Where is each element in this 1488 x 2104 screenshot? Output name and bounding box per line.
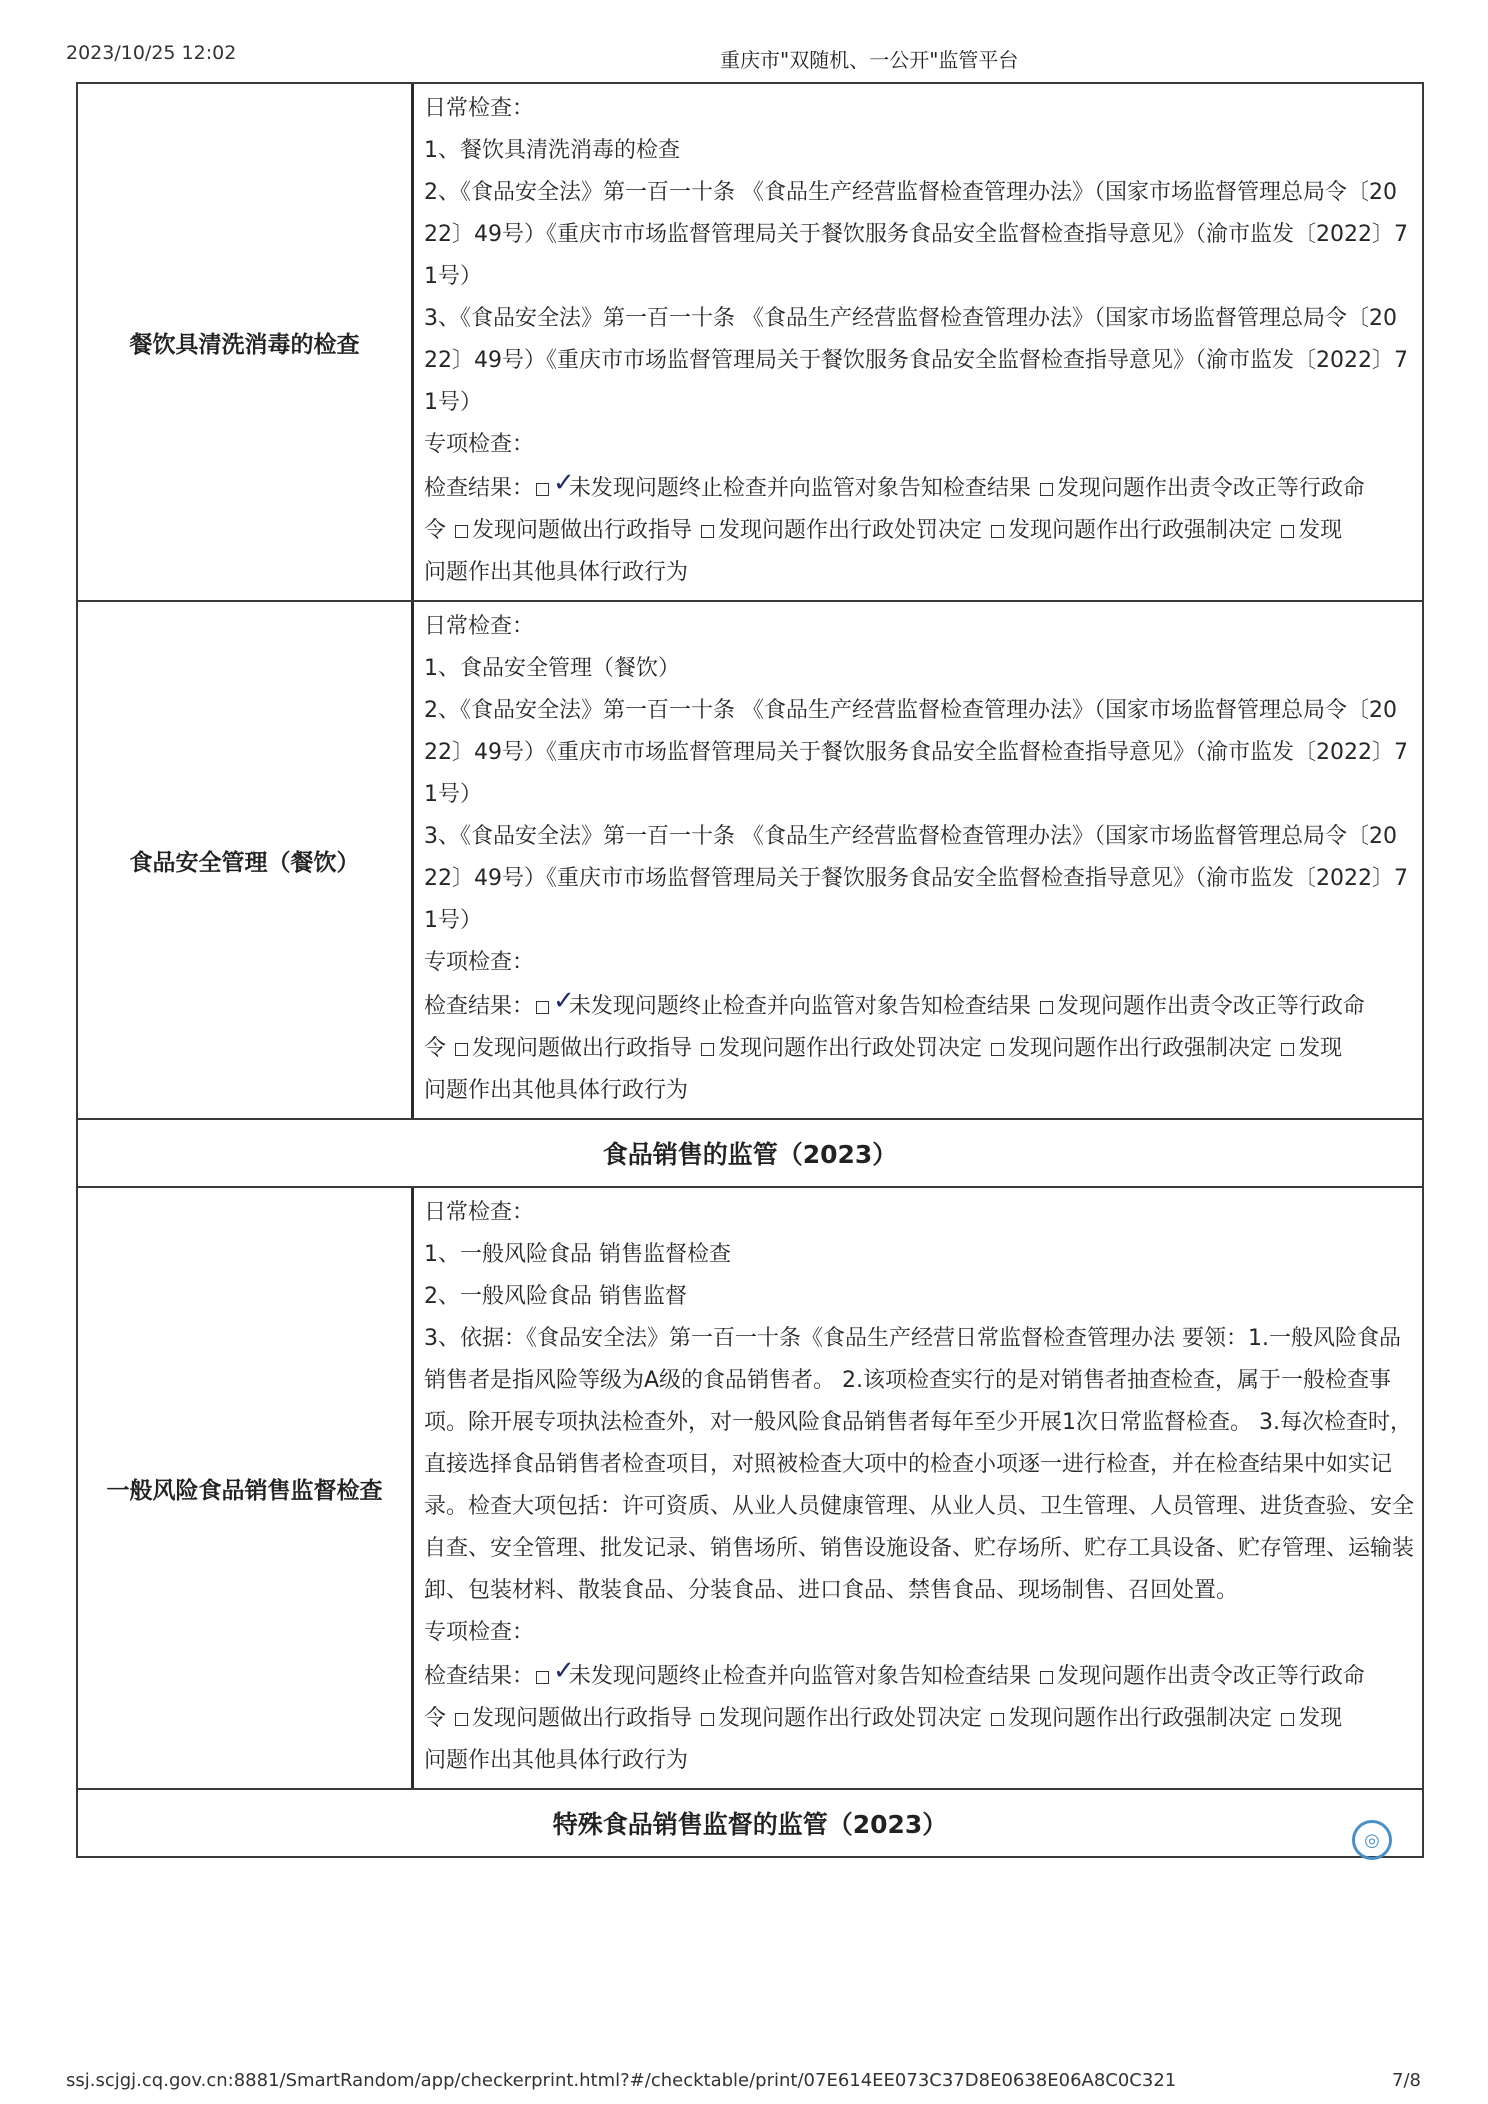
checkbox[interactable]: [1281, 1713, 1294, 1726]
content-line: 日常检查：: [424, 96, 535, 121]
result-option: 发现: [1298, 1036, 1343, 1061]
result-option: 发现问题作出行政处罚决定: [718, 1036, 983, 1061]
result-line: [424, 1654, 1416, 1698]
content-line: 22〕49号）《重庆市市场监督管理局关于餐饮服务食品安全监督检查指导意见》（渝市监发〔2022〕7: [424, 866, 1408, 891]
content-line: 1、餐饮具清洗消毒的检查: [424, 138, 680, 163]
checkbox[interactable]: [991, 525, 1004, 538]
checkbox[interactable]: [991, 1713, 1004, 1726]
inspection-table: [76, 82, 1424, 1858]
item-label: 餐饮具清洗消毒的检查: [78, 84, 414, 600]
checkbox[interactable]: [701, 1043, 714, 1056]
checkbox[interactable]: [1040, 1671, 1053, 1684]
content-line: 专项检查：: [424, 1620, 535, 1645]
content-line: 3、《食品安全法》第一百一十条 《食品生产经营监督检查管理办法》（国家市场监督管理总局令〔20: [424, 306, 1397, 331]
content-line: 1号）: [424, 908, 482, 933]
content-line: 2、一般风险食品 销售监督: [424, 1284, 687, 1309]
result-line: 问题作出其他具体行政行为: [424, 1748, 689, 1773]
item-content: [414, 84, 1422, 600]
result-line: [424, 1028, 1416, 1070]
result-option: 发现问题作出行政处罚决定: [718, 518, 983, 543]
result-option: 发现问题做出行政指导: [472, 1036, 693, 1061]
result-option: 发现问题做出行政指导: [472, 518, 693, 543]
result-option: 未发现问题终止检查并向监管对象告知检查结果: [568, 476, 1031, 501]
content-line: 专项检查：: [424, 950, 535, 975]
circular-stamp-icon: ◎: [1352, 1820, 1392, 1860]
checkmark-icon: ✓: [553, 1656, 575, 1686]
result-option: 发现问题作出责令改正等行政命: [1056, 994, 1365, 1019]
checkbox[interactable]: [455, 525, 468, 538]
checkbox[interactable]: [1281, 1043, 1294, 1056]
checkmark-icon: ✓: [553, 468, 575, 498]
result-line: [424, 510, 1416, 552]
content-line: 2、《食品安全法》第一百一十条 《食品生产经营监督检查管理办法》（国家市场监督管理总局令〔20: [424, 180, 1397, 205]
result-line: [424, 1698, 1416, 1740]
result-option: 令: [424, 1036, 447, 1061]
item-content: [414, 1188, 1422, 1788]
result-option: 未发现问题终止检查并向监管对象告知检查结果: [568, 1664, 1031, 1689]
item-label: 一般风险食品销售监督检查: [78, 1188, 414, 1788]
section-title: 特殊食品销售监督的监管（2023）: [552, 1810, 948, 1839]
result-option: 未发现问题终止检查并向监管对象告知检查结果: [568, 994, 1031, 1019]
table-row: [78, 84, 1422, 602]
content-line: 1、食品安全管理（餐饮）: [424, 656, 680, 681]
checkbox-checked[interactable]: [536, 1001, 549, 1014]
result-option: 发现问题作出责令改正等行政命: [1056, 1664, 1365, 1689]
result-option: 发现问题作出行政处罚决定: [718, 1706, 983, 1731]
content-line: 3、《食品安全法》第一百一十条 《食品生产经营监督检查管理办法》（国家市场监督管理总局令〔20: [424, 824, 1397, 849]
print-datetime: 2023/10/25 12:02: [66, 42, 237, 64]
content-line: 项。除开展专项执法检查外，对一般风险食品销售者每年至少开展1次日常监督检查。 3.每次检查时，: [424, 1410, 1412, 1435]
content-line: 日常检查：: [424, 614, 535, 639]
content-line: 日常检查：: [424, 1200, 535, 1225]
content-line: 3、依据：《食品安全法》第一百一十条《食品生产经营日常监督检查管理办法 要领：1.一般风险食品: [424, 1326, 1401, 1351]
page-number: 7/8: [1392, 2070, 1421, 2091]
content-line: 销售者是指风险等级为A级的食品销售者。 2.该项检查实行的是对销售者抽查检查，属于一般检查事: [424, 1368, 1392, 1393]
result-line: 问题作出其他具体行政行为: [424, 1078, 689, 1103]
content-line: 卸、包装材料、散装食品、分装食品、进口食品、禁售食品、现场制售、召回处置。: [424, 1578, 1239, 1603]
content-line: 1号）: [424, 390, 482, 415]
result-option: 发现: [1298, 1706, 1343, 1731]
item-content: [414, 602, 1422, 1118]
content-line: 2、《食品安全法》第一百一十条 《食品生产经营监督检查管理办法》（国家市场监督管理总局令〔20: [424, 698, 1397, 723]
checkbox[interactable]: [455, 1713, 468, 1726]
content-line: 22〕49号）《重庆市市场监督管理局关于餐饮服务食品安全监督检查指导意见》（渝市监发〔2022〕7: [424, 348, 1408, 373]
result-prefix: 检查结果：: [424, 994, 535, 1019]
checkbox[interactable]: [701, 1713, 714, 1726]
result-prefix: 检查结果：: [424, 1664, 535, 1689]
result-option: 发现问题作出行政强制决定: [1008, 518, 1273, 543]
content-line: 1号）: [424, 782, 482, 807]
result-option: 令: [424, 1706, 447, 1731]
content-line: 1、一般风险食品 销售监督检查: [424, 1242, 731, 1267]
section-title: 食品销售的监管（2023）: [602, 1140, 898, 1169]
result-line: [424, 984, 1416, 1028]
checkbox[interactable]: [1040, 1001, 1053, 1014]
checkbox[interactable]: [701, 525, 714, 538]
result-option: 发现: [1298, 518, 1343, 543]
content-line: 录。检查大项包括：许可资质、从业人员健康管理、从业人员、卫生管理、人员管理、进货查验、安全: [424, 1494, 1415, 1519]
result-option: 发现问题作出责令改正等行政命: [1056, 476, 1365, 501]
checkbox-checked[interactable]: [536, 1671, 549, 1684]
checkbox[interactable]: [1040, 483, 1053, 496]
result-line: [424, 466, 1416, 510]
checkmark-icon: ✓: [553, 986, 575, 1016]
content-line: 22〕49号）《重庆市市场监督管理局关于餐饮服务食品安全监督检查指导意见》（渝市监发〔2022〕7: [424, 740, 1408, 765]
result-option: 令: [424, 518, 447, 543]
table-row: [78, 1188, 1422, 1790]
checkbox-checked[interactable]: [536, 483, 549, 496]
checkbox[interactable]: [1281, 525, 1294, 538]
content-line: 22〕49号）《重庆市市场监督管理局关于餐饮服务食品安全监督检查指导意见》（渝市监发〔2022〕7: [424, 222, 1408, 247]
result-option: 发现问题作出行政强制决定: [1008, 1036, 1273, 1061]
table-row: [78, 602, 1422, 1120]
content-line: 专项检查：: [424, 432, 535, 457]
checkbox[interactable]: [991, 1043, 1004, 1056]
footer-url: ssj.scjgj.cq.gov.cn:8881/SmartRandom/app/checkerprint.html?#/checktable/print/07E614EE073C37D8E0638E06A8C0C321: [66, 2070, 1177, 2091]
page-header-title: 重庆市"双随机、一公开"监管平台: [720, 48, 1019, 72]
result-option: 发现问题作出行政强制决定: [1008, 1706, 1273, 1731]
section-row: [78, 1120, 1422, 1188]
content-line: 自查、安全管理、批发记录、销售场所、销售设施设备、贮存场所、贮存工具设备、贮存管理、运输装: [424, 1536, 1415, 1561]
content-line: 1号）: [424, 264, 482, 289]
result-line: 问题作出其他具体行政行为: [424, 560, 689, 585]
section-row: [78, 1790, 1422, 1856]
result-prefix: 检查结果：: [424, 476, 535, 501]
item-label: 食品安全管理（餐饮）: [78, 602, 414, 1118]
checkbox[interactable]: [455, 1043, 468, 1056]
content-line: 直接选择食品销售者检查项目，对照被检查大项中的检查小项逐一进行检查，并在检查结果中如实记: [424, 1452, 1393, 1477]
result-option: 发现问题做出行政指导: [472, 1706, 693, 1731]
